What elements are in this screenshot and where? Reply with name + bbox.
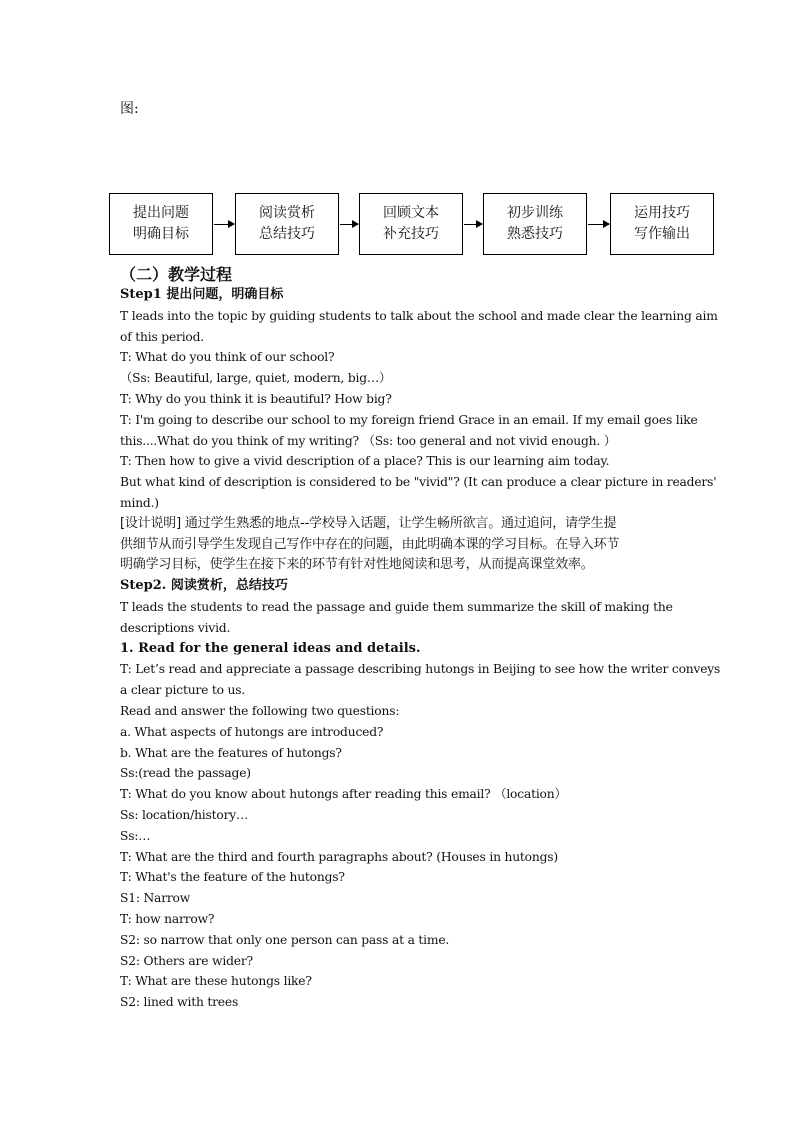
text-line: T: I'm going to describe our school to my foreign friend Grace in an email. If my email goes like bbox=[120, 412, 698, 427]
flow-step-4-line1: 初步训练 bbox=[507, 205, 563, 221]
text-line: 明确学习目标，使学生在接下来的环节有针对性地阅读和思考，从而提高课堂效率。 bbox=[120, 557, 594, 573]
flow-arrow-2 bbox=[340, 224, 358, 225]
lesson-body bbox=[120, 285, 721, 1013]
text-line: descriptions vivid. bbox=[120, 620, 231, 635]
text-line: T leads the students to read the passage and guide them summarize the skill of making the bbox=[120, 599, 673, 614]
text-line: S2: so narrow that only one person can pass at a time. bbox=[120, 932, 450, 947]
flow-step-1 bbox=[109, 193, 213, 255]
text-line: 1. Read for the general ideas and details. bbox=[120, 640, 421, 656]
text-line: S2: Others are wider? bbox=[120, 953, 253, 968]
text-line: T: Why do you think it is beautiful? How big? bbox=[120, 391, 392, 406]
text-line: T: What are these hutongs like? bbox=[120, 974, 312, 989]
flow-step-2-line1: 阅读赏析 bbox=[259, 205, 315, 221]
flow-step-4-line2: 熟悉技巧 bbox=[507, 226, 563, 242]
text-line: 供细节从而引导学生发现自己写作中存在的问题，由此明确本课的学习目标。在导入环节 bbox=[120, 536, 620, 552]
section-title: （二）教学过程 bbox=[120, 265, 233, 284]
text-line: T: What's the feature of the hutongs? bbox=[120, 870, 345, 885]
flow-step-5-line1: 运用技巧 bbox=[634, 205, 690, 221]
flow-step-3-line1: 回顾文本 bbox=[383, 205, 439, 221]
flow-step-4 bbox=[483, 193, 587, 255]
flow-arrow-3 bbox=[464, 224, 482, 225]
flow-step-1-line1: 提出问题 bbox=[133, 205, 189, 221]
flow-step-3 bbox=[359, 193, 463, 255]
text-line: But what kind of description is considered to be "vivid"? (It can produce a clear picture in readers' bbox=[120, 475, 717, 490]
text-line: T: how narrow? bbox=[120, 911, 215, 926]
text-line: Ss:… bbox=[120, 828, 151, 843]
flow-step-5 bbox=[610, 193, 714, 255]
text-line: Read and answer the following two questions: bbox=[120, 703, 400, 718]
text-line: of this period. bbox=[120, 329, 205, 344]
text-line: T leads into the topic by guiding students to talk about the school and made clear the learning aim bbox=[120, 308, 718, 323]
text-line: T: Let’s read and appreciate a passage describing hutongs in Beijing to see how the writer conveys bbox=[120, 662, 721, 677]
text-line: Ss: location/history… bbox=[120, 807, 249, 822]
text-line: T: What are the third and fourth paragraphs about? (Houses in hutongs) bbox=[120, 849, 558, 864]
flow-arrow-4 bbox=[588, 224, 609, 225]
text-line: T: What do you think of our school? bbox=[120, 350, 335, 365]
text-line: a clear picture to us. bbox=[120, 683, 246, 698]
flow-arrow-1 bbox=[214, 224, 234, 225]
text-line: Ss:(read the passage) bbox=[120, 766, 251, 781]
text-line: S2: lined with trees bbox=[120, 995, 239, 1010]
figure-label: 图: bbox=[120, 101, 139, 117]
flow-diagram bbox=[109, 193, 717, 257]
text-line: （Ss: Beautiful, large, quiet, modern, big…） bbox=[120, 371, 392, 386]
text-line: a. What aspects of hutongs are introduced? bbox=[120, 724, 384, 739]
flow-step-2-line2: 总结技巧 bbox=[259, 226, 315, 242]
text-line: Step1 提出问题，明确目标 bbox=[120, 287, 284, 302]
text-line: Step2. 阅读赏析，总结技巧 bbox=[120, 578, 288, 594]
text-line: S1: Narrow bbox=[120, 891, 191, 906]
text-line: T: What do you know about hutongs after reading this email? （location） bbox=[120, 787, 567, 802]
flow-step-1-line2: 明确目标 bbox=[133, 226, 189, 242]
flow-step-2 bbox=[235, 193, 339, 255]
flow-step-5-line2: 写作输出 bbox=[634, 226, 690, 242]
flow-step-3-line2: 补充技巧 bbox=[383, 226, 439, 242]
text-line: b. What are the features of hutongs? bbox=[120, 745, 342, 760]
text-line: mind.) bbox=[120, 495, 159, 510]
text-line: [设计说明] 通过学生熟悉的地点--学校导入话题，让学生畅所欲言。通过追问，请学生提 bbox=[120, 515, 617, 531]
text-line: T: Then how to give a vivid description of a place? This is our learning aim today. bbox=[120, 454, 610, 469]
text-line: this....What do you think of my writing? （Ss: too general and not vivid enough. ） bbox=[120, 433, 616, 448]
